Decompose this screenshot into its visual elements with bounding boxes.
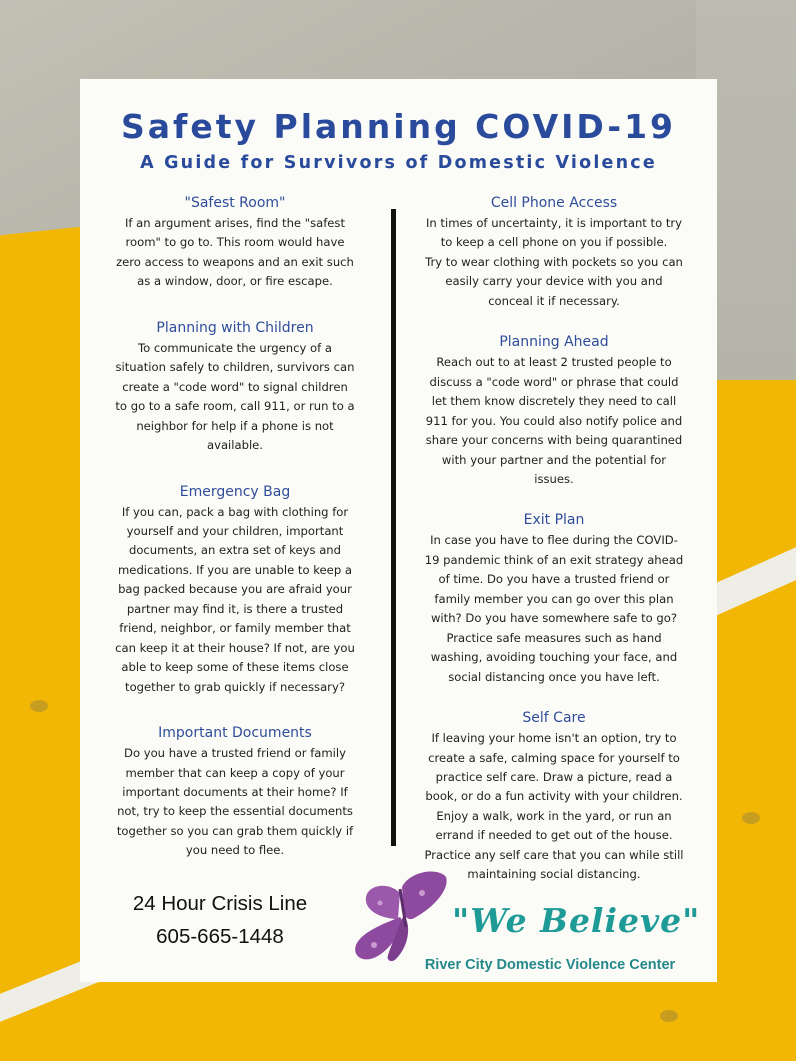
body-line: room" to go to. This room would have xyxy=(125,235,345,250)
body-line: documents, an extra set of keys and xyxy=(128,543,342,558)
right-column xyxy=(405,193,703,885)
section-heading: "Safest Room" xyxy=(184,195,286,211)
body-line: 19 pandemic think of an exit strategy ahead xyxy=(424,552,684,567)
background-speck xyxy=(30,700,48,712)
left-column xyxy=(94,193,376,861)
body-line: If leaving your home isn't an option, try to xyxy=(431,731,677,746)
background-speck xyxy=(742,812,760,824)
body-line: yourself and your children, important xyxy=(126,523,344,538)
section-body xyxy=(405,729,703,885)
body-line: bag packed because you are afraid your xyxy=(118,582,352,597)
body-line: important documents at their home? If xyxy=(122,784,348,799)
body-line: family member you can go over this plan xyxy=(434,591,674,606)
body-line: able to keep some of these items close xyxy=(121,660,349,675)
body-line: discuss a "code word" or phrase that could xyxy=(429,374,679,389)
body-line: member that can keep a copy of your xyxy=(125,765,345,780)
body-line: with your partner and the potential for xyxy=(441,452,667,467)
section-heading: Planning with Children xyxy=(156,319,314,336)
section-body xyxy=(94,503,376,698)
body-line: together so you can grab them quickly if xyxy=(116,823,354,838)
section-cell-phone-access xyxy=(405,193,703,311)
section-planning-with-children xyxy=(94,318,376,456)
section-heading: Cell Phone Access xyxy=(490,195,618,211)
body-line: zero access to weapons and an exit such xyxy=(116,254,354,269)
tagline: "We Believe" xyxy=(452,901,701,940)
section-body xyxy=(94,744,376,861)
body-line: let them know discretely they need to call xyxy=(431,394,677,409)
body-line: medications. If you are unable to keep a xyxy=(118,562,352,577)
body-line: not, try to keep the essential documents xyxy=(117,804,353,819)
section-heading: Emergency Bag xyxy=(179,483,291,500)
crisis-line-label: 24 Hour Crisis Line xyxy=(132,892,308,915)
body-line: Practice any self care that you can while still xyxy=(424,847,684,862)
body-line: you need to flee. xyxy=(185,843,285,858)
organization-name: River City Domestic Violence Center xyxy=(424,957,676,973)
body-line: social distancing once you have left. xyxy=(448,669,660,684)
body-line: Practice safe measures such as hand xyxy=(446,630,662,645)
body-line: of time. Do you have a trusted friend or xyxy=(438,572,670,587)
section-heading: Planning Ahead xyxy=(499,334,609,351)
body-line: washing, avoiding touching your face, and xyxy=(430,650,678,665)
section-planning-ahead xyxy=(405,332,703,489)
body-line: neighbor for help if a phone is not xyxy=(136,418,334,433)
body-line: create a safe, calming space for yourself to xyxy=(428,750,680,765)
body-line: In times of uncertainty, it is important to try xyxy=(425,216,683,230)
section-heading: Self Care xyxy=(522,710,586,727)
body-line: to keep a cell phone on you if possible. xyxy=(440,235,668,250)
section-self-care xyxy=(405,708,703,885)
body-line: conceal it if necessary. xyxy=(488,293,620,308)
body-line: as a window, door, or fire escape. xyxy=(137,274,333,289)
crisis-line xyxy=(100,887,340,953)
body-line: friend, neighbor, or family member that xyxy=(119,621,351,636)
section-exit-plan xyxy=(405,510,703,687)
section-body xyxy=(405,531,703,687)
body-line: To communicate the urgency of a xyxy=(137,340,333,355)
section-body xyxy=(405,214,703,311)
section-safest-room xyxy=(94,193,376,292)
background-speck xyxy=(660,1010,678,1022)
body-line: Do you have a trusted friend or family xyxy=(124,746,346,761)
body-line: situation safely to children, survivors can xyxy=(115,360,355,375)
body-line: can keep it at their house? If not, are you xyxy=(115,640,355,655)
section-heading: Exit Plan xyxy=(523,512,585,529)
body-line: issues. xyxy=(534,471,574,486)
body-line: Reach out to at least 2 trusted people to xyxy=(436,355,672,370)
body-line: available. xyxy=(206,438,264,453)
body-line: with? Do you have somewhere safe to go? xyxy=(430,611,678,626)
body-line: If an argument arises, find the "safest xyxy=(124,216,346,230)
body-line: easily carry your device with you and xyxy=(445,274,663,289)
flyer-subtitle: A Guide for Survivors of Domestic Violence xyxy=(140,153,657,173)
body-line: In case you have to flee during the COVID- xyxy=(430,533,678,548)
section-body xyxy=(405,353,703,489)
body-line: book, or do a fun activity with your children. xyxy=(425,789,683,804)
body-line: errand if needed to get out of the house. xyxy=(435,828,673,843)
body-line: 911 for you. You could also notify police and xyxy=(425,413,683,428)
crisis-line-phone: 605-665-1448 xyxy=(156,925,284,948)
section-body xyxy=(94,339,376,456)
column-divider xyxy=(391,209,396,846)
section-important-documents xyxy=(94,723,376,861)
body-line: to go to a safe room, call 911, or run to a xyxy=(115,399,355,414)
body-line: create a "code word" to signal children xyxy=(122,379,348,394)
body-line: Try to wear clothing with pockets so you can xyxy=(425,254,683,269)
body-line: Enjoy a walk, work in the yard, or run an xyxy=(436,808,672,823)
flyer-title: Safety Planning COVID-19 xyxy=(120,107,677,146)
butterfly-icon xyxy=(350,867,450,967)
body-line: partner may find it, is there a trusted xyxy=(126,601,344,616)
flyer-card xyxy=(80,79,717,982)
body-line: If you can, pack a bag with clothing for xyxy=(121,504,349,519)
body-line: maintaining social distancing. xyxy=(467,867,641,882)
body-line: share your concerns with being quarantined xyxy=(425,433,683,448)
section-heading: Important Documents xyxy=(158,725,312,742)
section-emergency-bag xyxy=(94,482,376,698)
section-body xyxy=(94,214,376,292)
body-line: practice self care. Draw a picture, read a xyxy=(435,769,673,784)
body-line: together to grab quickly if necessary? xyxy=(125,679,345,694)
